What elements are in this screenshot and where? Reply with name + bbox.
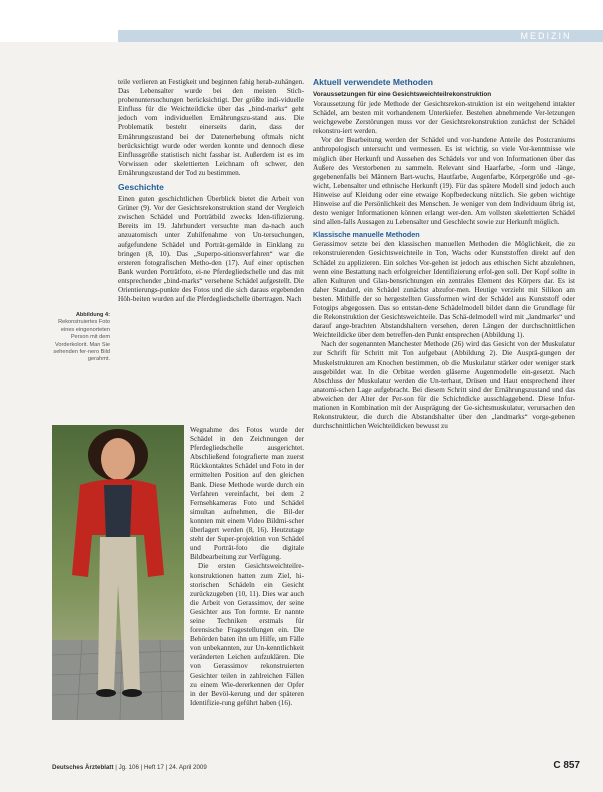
paragraph: Die ersten Gesichtsweichteilre-konstruktionen hatten zum Ziel, hi-storischen Schädeln ein Gesicht zurückzugeben (10, 11). Dies war auch die Arbeit von Gerassimov, der seine Gesichter aus Ton formte. Er nannte seine Techniken erstmals für forensische Fragestellungen ein. Die Behörden baten ihn um Hilfe, um Fälle von unbekannten, zur Un-kenntlichkeit veränderten Leichen aufzuklären. Die von Gerassimov rekonstruierten Gesichter teilen in zahlreichen Fällen zu einem Wie-dererkennen der Opfer in der Bevöl-kerung und der späteren Identifizie-rung geführt haben (16). xyxy=(190,562,304,707)
left-column-narrow xyxy=(190,426,304,708)
figure-caption xyxy=(52,312,110,364)
journal-issue: | Jg. 106 | Heft 17 | 24. April 2009 xyxy=(115,764,207,771)
paragraph: Voraussetzung für jede Methode der Gesichtsrekon-struktion ist ein weitgehend intakter Schädel, am besten mit vorhandenem Unterkiefer. Bestehen abnehmende Ver-letzungen weichgewebe Zerstörungen muss vor der Gesichtsrekonstruktion zunächst der Schädel rekonstru-iert werden. xyxy=(313,100,575,136)
heading-methoden: Aktuell verwendete Methoden xyxy=(313,77,433,87)
left-column-top xyxy=(118,78,304,304)
paragraph: Einen guten geschichtlichen Überblick bietet die Arbeit von Grüner (9). Vor der Gesichtsrekonstruktion stand der Vergleich zwischen Schädel und Porträtbild zwecks Iden-tifizierung. Bereits im 19. Jahrhundert versuchte man da-nach auch anzuatomisch unter Zuhilfenahme von Un-tersuchungen, aufgefundene Schädel und Porträt-gemälde in Einklang zu bringen (8, 10). Das „Superpo-sitionsverfahren“ war die ersteren fotografischen Metho-den (17). Auf einer optischen Bank wurden Porträtfoto, ei-ne Pferdegliedschelle und das mit entsprechender „bind-marks“ versehene Schädel aufgestellt. Die Orientierungs-punkte des Fotos und die sich daraus ergebenden Höh-beiten wurden auf die Pferdegliedschelle übertragen. Nach xyxy=(118,195,304,304)
page-number: C 857 xyxy=(553,760,580,771)
footer-journal xyxy=(52,764,272,771)
figure-caption-text: Rekonstruiertes Foto eines eingenorteten Person mit dem Vorderkolorit. Man Sie sehenden fer-nero Bild gerahmt. xyxy=(53,319,110,363)
right-column xyxy=(313,73,575,431)
figure-photo xyxy=(52,425,184,720)
paragraph: Wegnahme des Fotos wurde der Schädel in den Zeichnungen der Pferdegliedschelle ausgerichtet. Abschließend fotografierte man zuerst Rückkontaktes Schädel und Foto in der ermittelten Position auf den gleichen Bank. Diese Methode wurde durch ein Verfahren vereinfacht, bei dem 2 Fernsehkameras Foto und Schädel simultan aufnehmen, die Bil-der konnten mit einem Video Bildmi-scher überlagert werden (8, 16). Heutzutage steht der Super-projektion von Schädel und Porträt-foto die digitale Bildbearbeitung zur Verfügung. xyxy=(190,426,304,562)
figure-caption-label: Abbildung 4: xyxy=(75,312,110,318)
section-label: MEDIZIN xyxy=(520,31,572,41)
paragraph: Gerassimov setzte bei den klassischen manuellen Methoden die Möglichkeit, die zu rekonstruierenden Gesichtsweichteile in Ton, Wachs oder Kunststoffen direkt auf den Schädel zu applizieren. Ein solches Vor-gehen ist jedoch aus ethischen Sicht abzulehnen, wenn eine Bestattung nach erfolgreicher Identifizierung erfol-gen soll. Der Kopf sollte in allen Kulturen und Glau-bensrichtungen ein zentrales Element des Körpers dar. Es ist daher Standard, ein Schädel zunächst abzufor-men. Heutige verzieht mit Silikon am besten. Mithilfe der so hergestellten Gussformen wird der Schädel aus Kunststoff oder Fotogips abgegossen. Das so entstan-dene Schädelmodell bildet dann die Grundlage für die Rekonstruktion der Gesichtsweichteile. Das Schä-delmodell wird mit „landmarks“ und darauf ange-brachten Abstandshaltern versehen, deren Längen der durchschnittlichen Weichteildicke über dem betreffen-den Punkt entsprechen (Abbildung 1). xyxy=(313,240,575,340)
paragraph: Vor der Bearbeitung werden der Schädel und vor-handene Anteile des Postcraniums anthropologisch untersucht und vermessen. Es ist wichtig, so viele Vor-kenntnisse wie möglich über Herkunft und Aussehen des Schädels vor und von Informationen über das Äußere des Verstorbenen zu sammeln. Relevant sind Haarfarbe, -form und -länge, gegebenenfalls bei Männern Bart-wuchs, Hautfarbe, Augenfarbe, Körpergröße und -ge-wicht, Lebensalter und ethnische Herkunft (19). Für das spätere Modell sind jedoch auch Hinweise auf Kleidung oder eine etwaige Kopfbedeckung nützlich. Sie geben wichtige Hinweise auf die Persönlichkeit des Menschen. Je weniger von dem Individuum übrig ist, desto weniger Informationen können erlangt wer-den. Am vollsten skelettierten Schädel sind allen-falls Aussagen zu Lebensalter und Geschlecht sowie zur Herkunft möglich. xyxy=(313,136,575,227)
paragraph: Nach der sogenannten Manchester Methode (26) wird das Gesicht von der Muskulatur zur Schrift für Schritt mit Ton aufgebaut (Abbildung 2). Die Ausprä-gungen der Muskelstrukturen am Knochen bestimmen, ob die Muskulatur stärker oder weniger stark ausgebildet war. In die Orbitae werden gläserne Augenmodelle ein-gesetzt. Nach Abschluss der Muskulatur werden die Un-terhaut, Drüsen und Haut entsprechend ihrer anatomi-schen Lage aufgebracht. Bei diesem Schritt sind der Ernährungszustand und das abweichen der Alter der Per-son für die Schichtdicke ausschlaggebend. Diese Infor-mationen in Kombination mit der Ausprägung der Ge-sichtsmuskulatur, verursachen den Rekonstrukteur, die durch die Abstandshalter über den „landmarks“ vorge-gebenen durchschnittlichen Weichteildicken bewusst zu xyxy=(313,340,575,431)
paragraph: teile verlieren an Festigkeit und beginnen fahig herab-zuhängen. Das Lebensalter wurde bei den meisten Stich-probenuntersuchungen berücksichtigt. Der größte indi-viduelle Einfluss für die Weichteildicke über das „bind-marks“ geht jedoch vom individuellen Ernährungszu-stand aus. Die Problematik besteht einerseits darin, dass der Ernährungszustand bei der Datenerhebung oftmals nicht berücksichtigt wurde oder werden konnte und dennoch diese Einflussgröße statistisch nicht fassbar ist. Außerdem ist es im Vorwissen oder skelettierten Leichnam oft schwer, den Ernährungszustand der Tod zu bestimmen. xyxy=(118,78,304,177)
person-photo xyxy=(52,425,184,720)
heading-geschichte: Geschichte xyxy=(118,182,164,193)
subheading-voraussetzungen: Voraussetzungen für eine Gesichtsweichteilrekonstruktion xyxy=(313,91,492,98)
journal-name: Deutsches Ärzteblatt xyxy=(52,764,114,771)
subheading-klassische: Klassische manuelle Methoden xyxy=(313,230,420,240)
